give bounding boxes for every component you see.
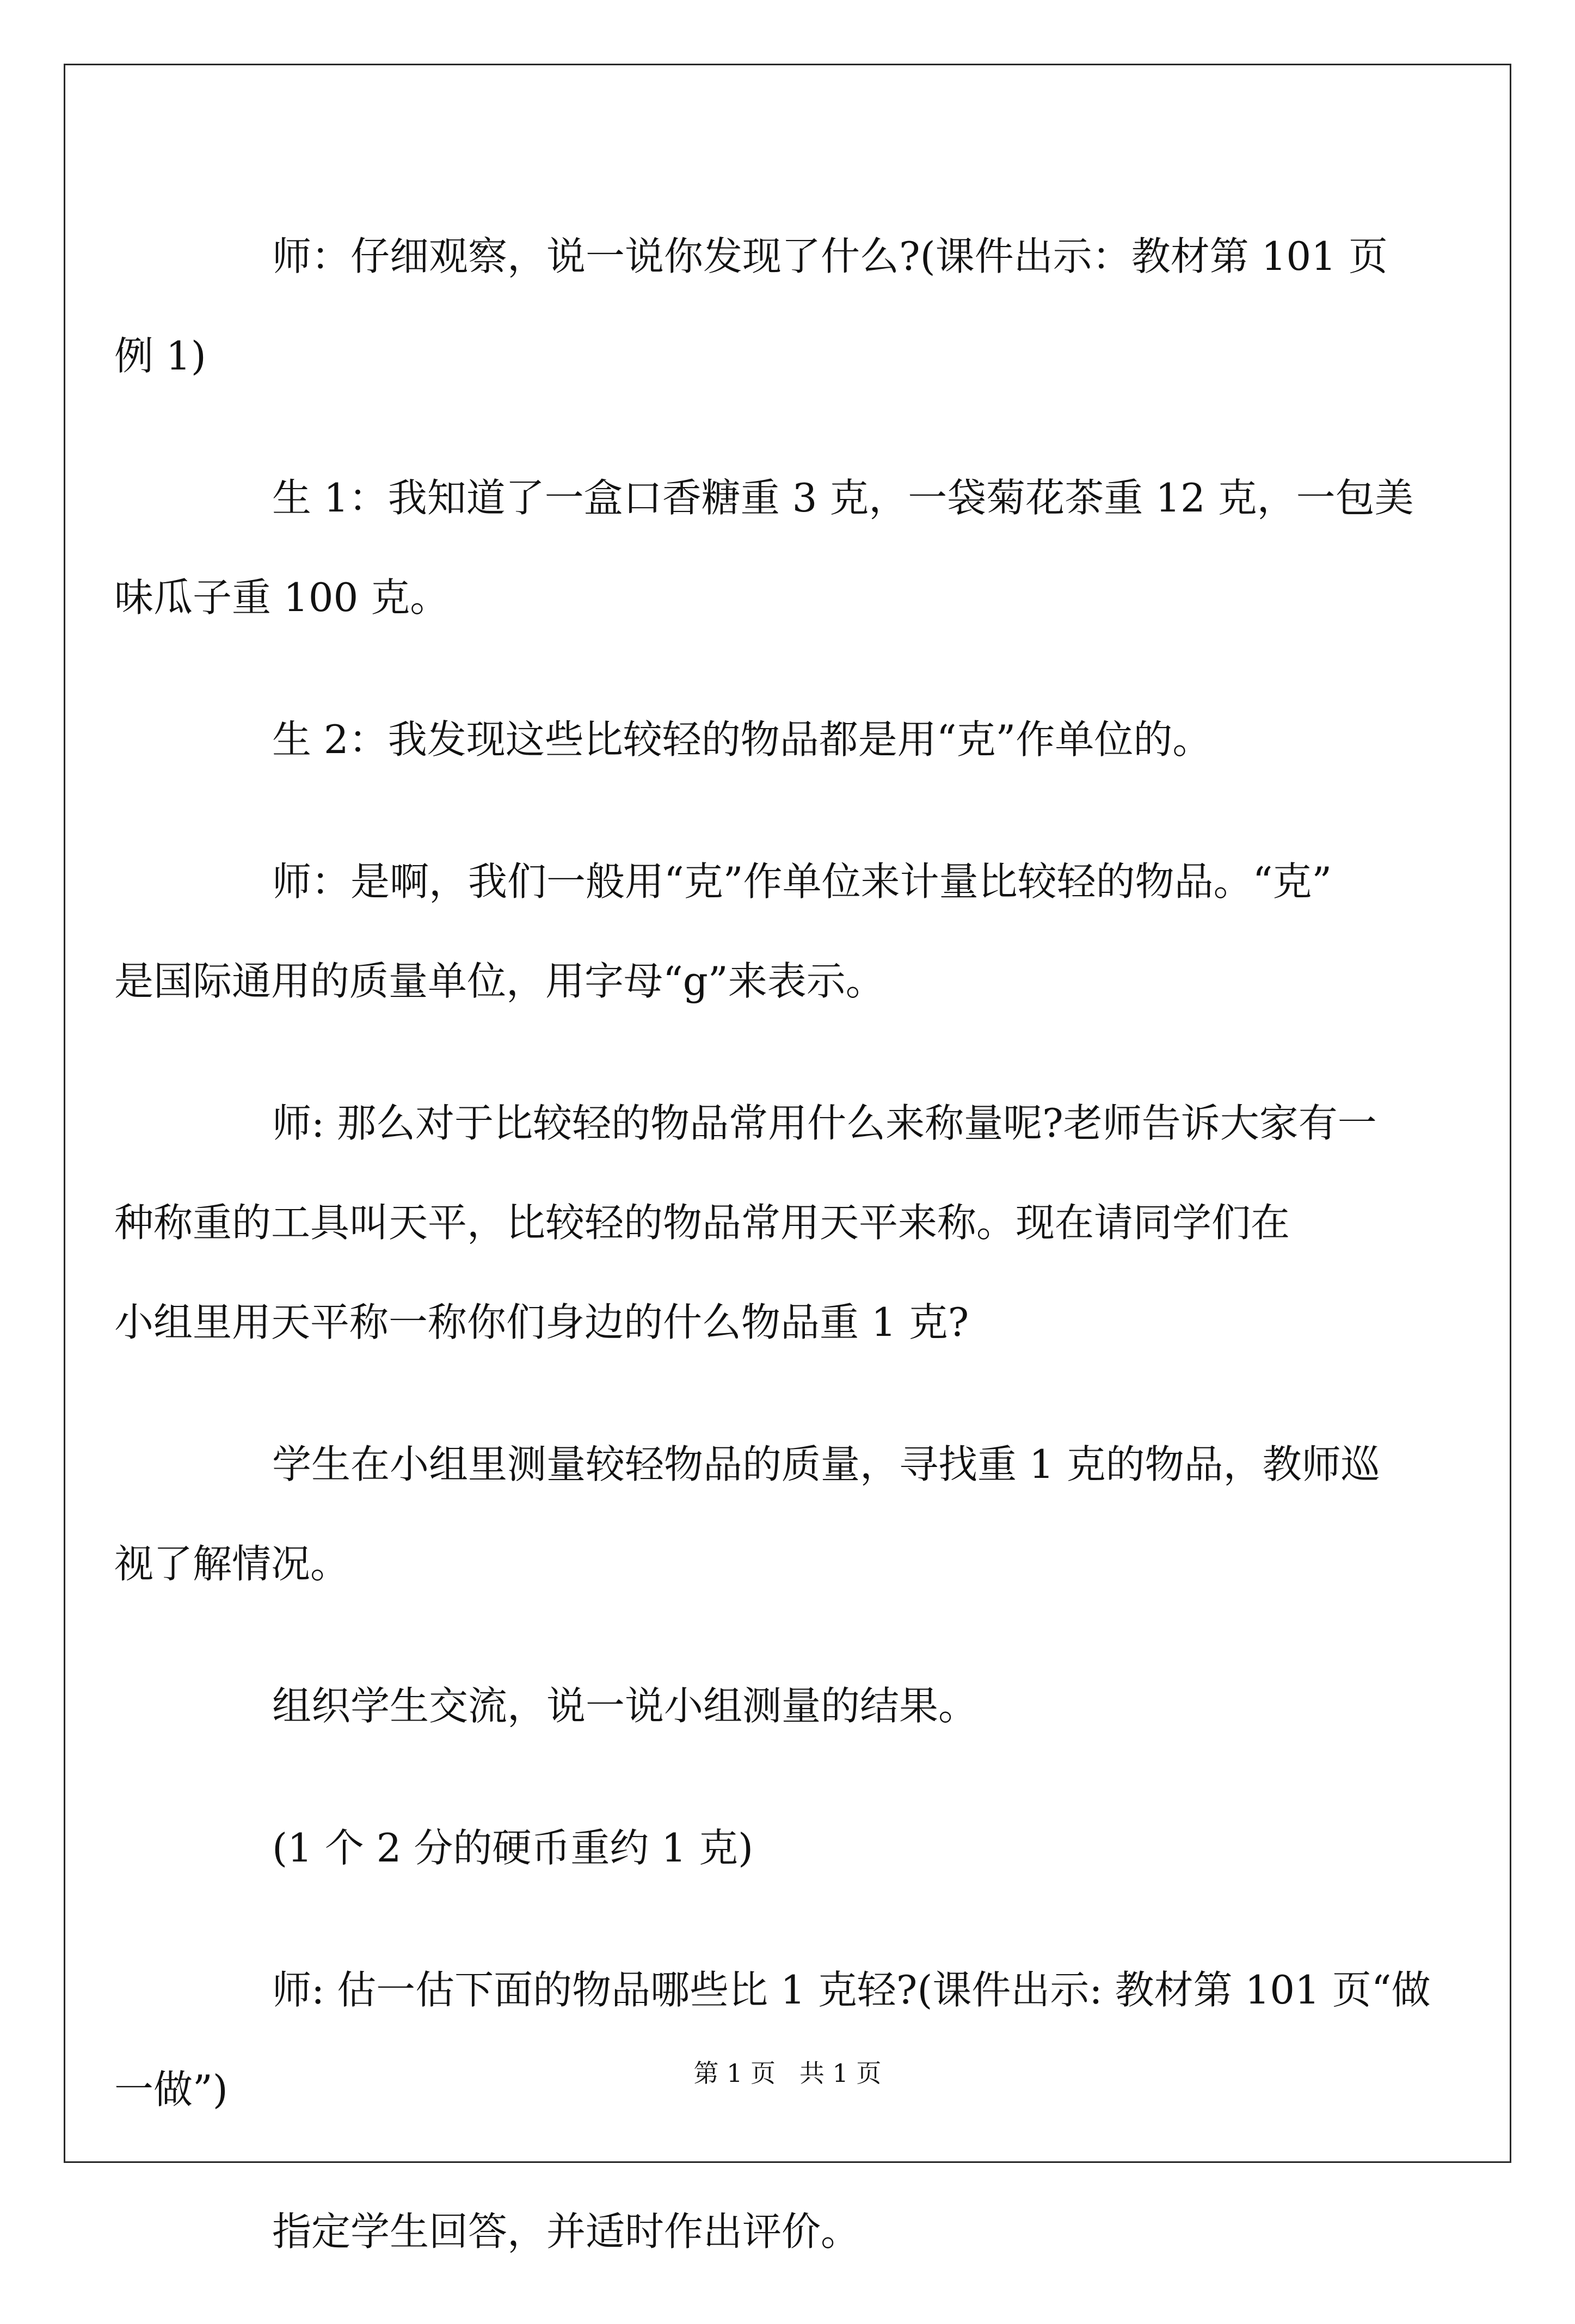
paragraph-students-measure xyxy=(114,1415,1391,1614)
text-line: 师: 那么对于比较轻的物品常用什么来称量呢?老师告诉大家有一 xyxy=(272,1100,1377,1146)
text-line: 味瓜子重 100 克。 xyxy=(114,575,450,620)
paragraph-coin-note xyxy=(193,1798,1391,1898)
text-line: 组织学生交流，说一说小组测量的结果。 xyxy=(272,1683,978,1729)
paragraph-teacher-balance xyxy=(114,1074,1391,1372)
paragraph-teacher-estimate xyxy=(114,1940,1431,2140)
text-line: 种称重的工具叫天平，比较轻的物品常用天平来称。现在请同学们在 xyxy=(114,1200,1290,1246)
paragraph-teacher-observe xyxy=(114,207,1391,406)
paragraph-student-1 xyxy=(114,448,1414,648)
paragraph-evaluate xyxy=(193,2182,1391,2282)
text-line: 例 1) xyxy=(114,333,206,379)
text-line: 师：是啊，我们一般用“克”作单位来计量比较轻的物品。“克” xyxy=(272,859,1332,904)
text-line: 生 1：我知道了一盒口香糖重 3 克，一袋菊花茶重 12 克，一包美 xyxy=(272,475,1414,521)
text-line: 小组里用天平称一称你们身边的什么物品重 1 克? xyxy=(114,1299,969,1345)
text-line: 生 2：我发现这些比较轻的物品都是用“克”作单位的。 xyxy=(272,717,1212,762)
text-line: 师: 估一估下面的物品哪些比 1 克轻?(课件出示: 教材第 101 页“做 xyxy=(272,1967,1431,2013)
paragraph-exchange xyxy=(193,1656,1391,1756)
paragraph-teacher-gram-unit xyxy=(114,832,1391,1031)
text-line: 一做”) xyxy=(114,2067,228,2112)
text-line: 学生在小组里测量较轻物品的质量，寻找重 1 克的物品，教师巡 xyxy=(272,1441,1380,1487)
text-line: 视了解情况。 xyxy=(114,1541,350,1587)
document-body xyxy=(114,207,1431,2324)
text-line: (1 个 2 分的硬币重约 1 克) xyxy=(272,1825,754,1871)
page-number-footer: 第 1 页 共 1 页 xyxy=(693,2058,882,2088)
paragraph-student-2 xyxy=(193,690,1391,790)
text-line: 指定学生回答，并适时作出评价。 xyxy=(272,2209,860,2254)
text-line: 是国际通用的质量单位，用字母“g”来表示。 xyxy=(114,958,885,1004)
text-line: 师：仔细观察，说一说你发现了什么?(课件出示：教材第 101 页 xyxy=(272,233,1388,279)
